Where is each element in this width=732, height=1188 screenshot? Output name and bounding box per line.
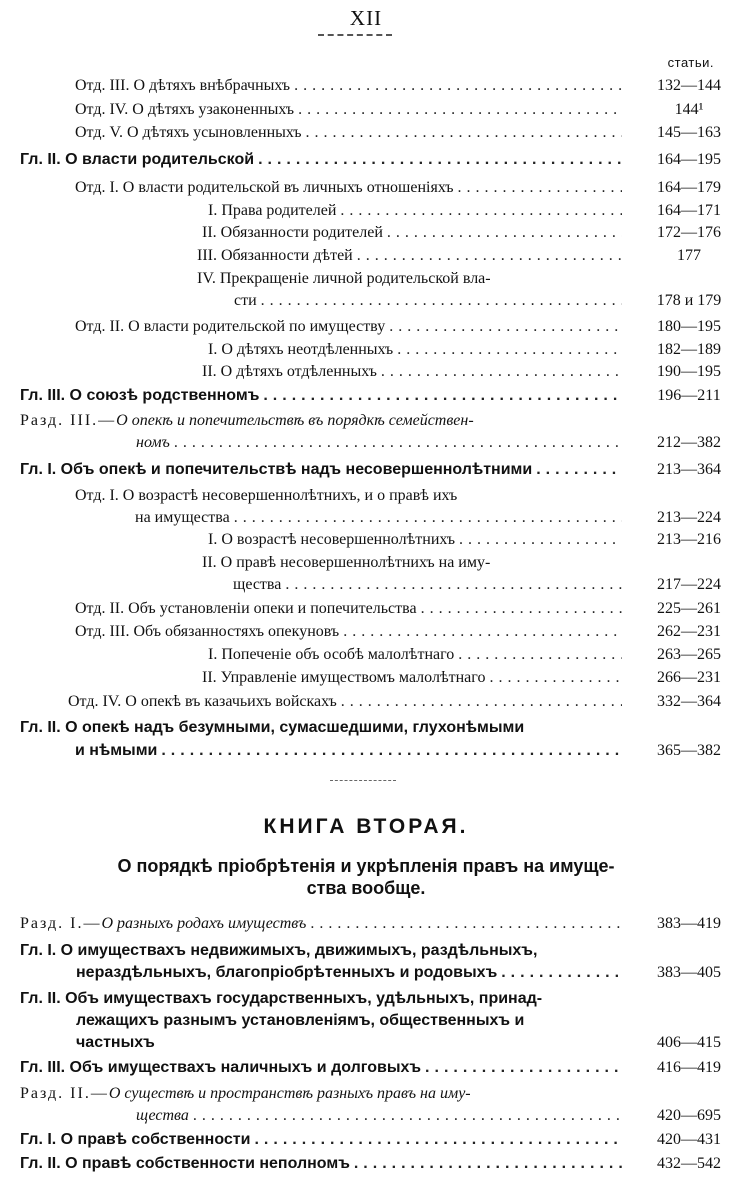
toc-articles: 178 и 179 — [656, 292, 722, 309]
toc-entry — [75, 122, 626, 144]
toc-label: I. Права родителей — [208, 202, 337, 219]
toc-entry — [75, 316, 626, 338]
toc-entry — [208, 200, 626, 222]
section-title: О опекѣ и попечительствѣ въ порядкѣ семействен- — [116, 412, 474, 429]
toc-chapter-line: Гл. I. О имуществахъ недвижимыхъ, движимыхъ, раздѣльныхъ, — [20, 942, 538, 959]
toc-articles: 212—382 — [657, 434, 721, 451]
toc-label: I. О дѣтяхъ неотдѣленныхъ — [208, 341, 394, 358]
toc-articles: 383—405 — [657, 964, 721, 981]
toc-articles: 263—265 — [657, 646, 721, 663]
book-subtitle-line1: О порядкѣ пріобрѣтенія и укрѣпленія правъ на имуще- — [117, 856, 615, 876]
toc-entry — [208, 529, 626, 551]
section-prefix: Разд. III.— — [20, 412, 117, 429]
toc-entry — [75, 177, 626, 199]
toc-label: Отд. IV. О дѣтяхъ узаконенныхъ — [75, 101, 295, 118]
toc-articles: 213—216 — [657, 531, 721, 548]
book-subtitle-line2: ства вообще. — [306, 878, 426, 898]
toc-articles: 190—195 — [657, 363, 721, 380]
toc-entry — [197, 245, 626, 267]
toc-label: II. Обязанности родителей — [202, 224, 383, 241]
toc-label: щества — [136, 1107, 189, 1124]
toc-label: щества — [233, 576, 282, 593]
toc-entry — [136, 432, 626, 454]
toc-entry — [208, 644, 626, 666]
toc-chapter — [75, 740, 626, 762]
toc-label: Отд. III. Объ обязанностяхъ опекуновъ — [75, 623, 340, 640]
toc-articles: 145—163 — [657, 124, 721, 141]
toc-label: Гл. I. О правѣ собственности — [20, 1131, 251, 1148]
toc-chapter-line: Гл. II. Объ имуществахъ государственныхъ, удѣльныхъ, принад- — [20, 990, 543, 1007]
toc-articles: 383—419 — [657, 915, 721, 932]
section-divider — [330, 780, 396, 781]
toc-chapter-line: Гл. II. О опекѣ надъ безумными, сумасшедшими, глухонѣмыми — [20, 719, 525, 736]
page-number: XII — [349, 6, 383, 30]
toc-articles: 213—364 — [657, 461, 721, 478]
toc-chapter — [20, 385, 626, 407]
toc-label-line: II. О правѣ несовершеннолѣтнихъ на иму- — [202, 554, 491, 571]
toc-entry — [202, 361, 626, 383]
toc-articles: 406—415 — [657, 1034, 721, 1051]
toc-articles: 132—144 — [657, 77, 721, 94]
toc-chapter — [20, 1057, 626, 1079]
toc-label: Гл. III. О союзѣ родственномъ — [20, 387, 260, 404]
toc-entry — [136, 1105, 626, 1127]
toc-label-line: Отд. I. О возрастѣ несовершеннолѣтнихъ, и о правѣ ихъ — [75, 487, 458, 504]
toc-chapter-line: лежащихъ разнымъ установленіямъ, общественныхъ и — [76, 1012, 525, 1029]
toc-chapter — [20, 1153, 626, 1175]
toc-label: Гл. II. О власти родительской — [20, 151, 255, 168]
toc-section-line — [20, 1083, 471, 1105]
toc-label: III. Обязанности дѣтей — [197, 247, 353, 264]
toc-articles: 225—261 — [657, 600, 721, 617]
toc-label: Отд. IV. О опекѣ въ казачьихъ войскахъ — [68, 693, 337, 710]
toc-label: II. Управленіе имуществомъ малолѣтнаго — [202, 669, 486, 686]
toc-articles: 266—231 — [657, 669, 721, 686]
toc-label: II. О дѣтяхъ отдѣленныхъ — [202, 363, 377, 380]
toc-articles: 177 — [677, 247, 701, 264]
toc-label: номъ — [136, 434, 170, 451]
toc-label: О разныхъ родахъ имуществъ — [101, 915, 307, 932]
toc-label: на имущества — [135, 509, 230, 526]
toc-label: Отд. III. О дѣтяхъ внѣбрачныхъ — [75, 77, 291, 94]
toc-articles: 196—211 — [657, 387, 721, 404]
toc-entry — [208, 339, 626, 361]
toc-entry — [135, 507, 626, 529]
header-rule — [318, 34, 392, 36]
toc-entry — [75, 99, 626, 121]
toc-entry — [68, 691, 626, 713]
toc-entry — [202, 222, 626, 244]
toc-articles: 164—171 — [657, 202, 721, 219]
section-title: О существѣ и пространствѣ разныхъ правъ на иму- — [108, 1085, 471, 1102]
book-title: КНИГА ВТОРАЯ. — [263, 815, 469, 838]
toc-chapter — [20, 149, 626, 171]
toc-articles: 164—179 — [657, 179, 721, 196]
toc-articles: 432—542 — [657, 1155, 721, 1172]
toc-articles: 164—195 — [657, 151, 721, 168]
toc-articles: 172—176 — [657, 224, 721, 241]
toc-chapter — [76, 962, 626, 984]
toc-section — [20, 913, 626, 935]
toc-chapter — [20, 1129, 626, 1151]
toc-entry — [75, 75, 626, 97]
toc-label: Отд. V. О дѣтяхъ усыновленныхъ — [75, 124, 302, 141]
toc-entry — [234, 290, 626, 312]
toc-articles: 213—224 — [657, 509, 721, 526]
toc-entry — [75, 598, 626, 620]
toc-entry — [233, 574, 626, 596]
section-prefix: Разд. II.— — [20, 1085, 109, 1102]
toc-label: Гл. I. Объ опекѣ и попечительствѣ надъ несовершеннолѣтними — [20, 461, 533, 478]
toc-articles: 180—195 — [657, 318, 721, 335]
toc-section-line — [20, 410, 474, 432]
toc-label: нераздѣльныхъ, благопріобрѣтенныхъ и родовыхъ — [76, 964, 498, 981]
toc-articles: 420—431 — [657, 1131, 721, 1148]
column-header: статьи. — [667, 55, 714, 70]
toc-label: частныхъ — [76, 1034, 155, 1051]
toc-label: и нѣмыми — [75, 742, 158, 759]
toc-entry — [75, 621, 626, 643]
toc-label: I. О возрастѣ несовершеннолѣтнихъ — [208, 531, 456, 548]
toc-label: Отд. II. Объ установленіи опеки и попечительства — [75, 600, 417, 617]
toc-articles: 365—382 — [657, 742, 721, 759]
toc-articles: 144¹ — [674, 101, 704, 118]
toc-chapter — [76, 1032, 626, 1054]
toc-articles: 420—695 — [657, 1107, 721, 1124]
toc-articles: 217—224 — [657, 576, 721, 593]
toc-label: Отд. II. О власти родительской по имуществу — [75, 318, 386, 335]
toc-label: сти — [234, 292, 257, 309]
toc-label-line: IV. Прекращеніе личной родительской вла- — [197, 270, 491, 287]
toc-chapter — [20, 459, 626, 481]
toc-articles: 332—364 — [657, 693, 721, 710]
toc-articles: 182—189 — [657, 341, 721, 358]
toc-label: Гл. III. Объ имуществахъ наличныхъ и долговыхъ — [20, 1059, 422, 1076]
section-prefix: Разд. I.— — [20, 915, 102, 932]
toc-articles: 416—419 — [657, 1059, 721, 1076]
toc-label: Отд. I. О власти родительской въ личныхъ отношеніяхъ — [75, 179, 454, 196]
toc-articles: 262—231 — [657, 623, 721, 640]
toc-label: Гл. II. О правѣ собственности неполномъ — [20, 1155, 350, 1172]
toc-entry — [202, 667, 626, 689]
toc-label: I. Попеченіе объ особѣ малолѣтнаго — [208, 646, 455, 663]
